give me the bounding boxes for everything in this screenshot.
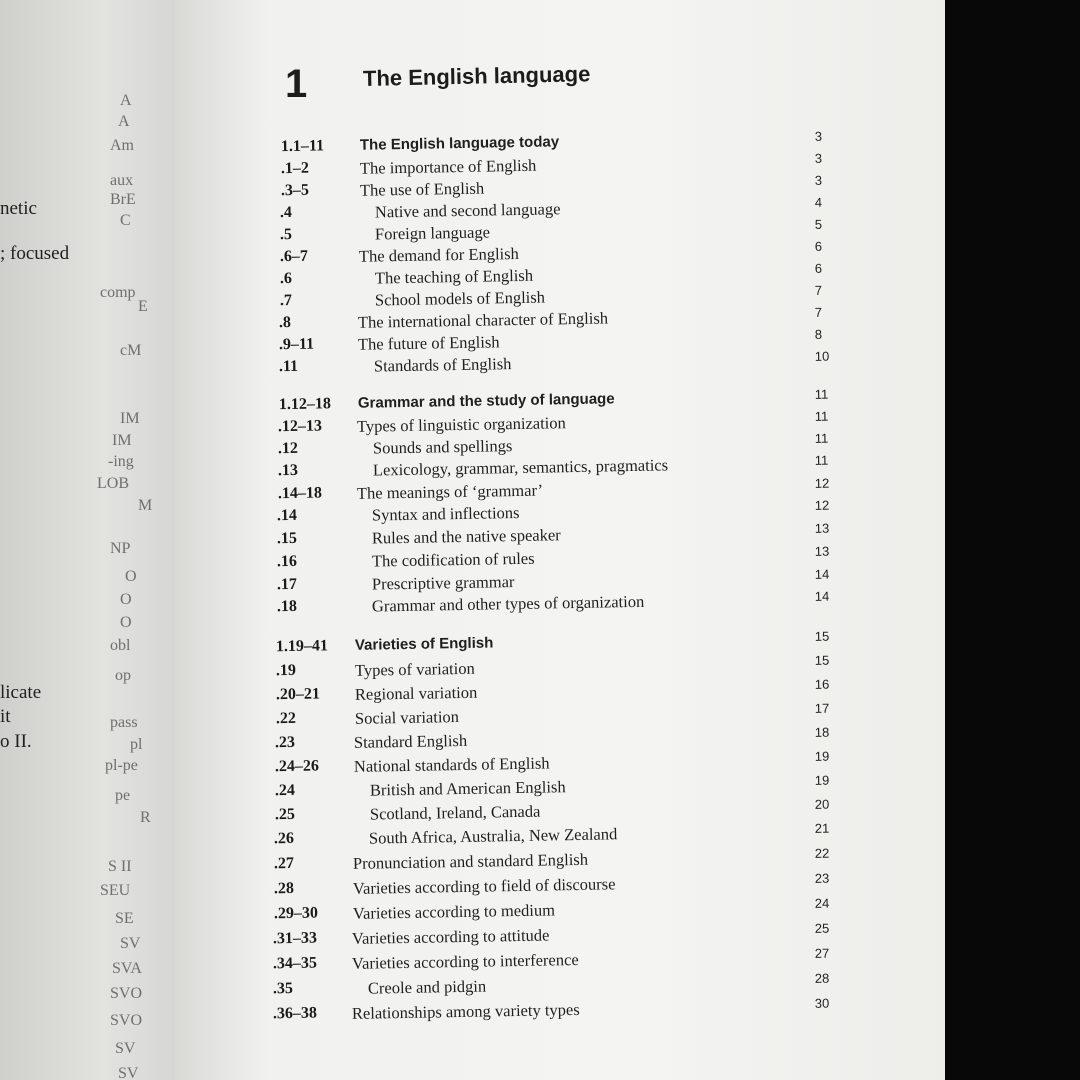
toc-page-number: 7 bbox=[814, 282, 823, 298]
left-page-fragment: Am bbox=[110, 137, 134, 154]
toc-section-number: .9–11 bbox=[278, 335, 315, 354]
toc-page-number: 11 bbox=[814, 430, 829, 446]
toc-section-number: .36–38 bbox=[272, 1004, 318, 1023]
toc-title: Sounds and spellings bbox=[372, 436, 513, 458]
toc-section-number: .4 bbox=[279, 203, 293, 222]
toc-section-number: .31–33 bbox=[272, 929, 318, 948]
toc-section-number: .19 bbox=[275, 661, 297, 680]
toc-title: The English language today bbox=[359, 133, 560, 154]
toc-title: Scotland, Ireland, Canada bbox=[369, 801, 541, 824]
toc-title: Native and second language bbox=[374, 199, 561, 222]
toc-section-number: 1.1–11 bbox=[280, 137, 325, 156]
toc-page-number: 15 bbox=[814, 652, 830, 668]
toc-section-number: .6 bbox=[279, 269, 293, 288]
toc-page-number: 3 bbox=[814, 128, 823, 144]
toc-section-number: .24–26 bbox=[274, 757, 320, 776]
toc-section-number: .14 bbox=[276, 506, 298, 525]
left-page-fragment: A bbox=[120, 92, 132, 109]
toc-page-number: 16 bbox=[814, 676, 830, 692]
toc-title: Regional variation bbox=[354, 682, 478, 704]
toc-page-number: 5 bbox=[814, 216, 823, 232]
left-page-fragment: SVO bbox=[110, 985, 143, 1002]
toc-section-number: .23 bbox=[274, 733, 296, 752]
toc-section-number: .24 bbox=[274, 781, 296, 800]
toc-title: The teaching of English bbox=[374, 265, 534, 288]
left-page-fragment: A bbox=[118, 113, 130, 130]
toc-page-number: 20 bbox=[814, 796, 830, 812]
toc-section-number: .8 bbox=[278, 313, 292, 332]
toc-page-number: 8 bbox=[814, 326, 823, 342]
toc-section-number: .35 bbox=[272, 979, 294, 998]
toc-section-number: 1.19–41 bbox=[275, 637, 329, 656]
chapter-title: The English language bbox=[362, 61, 591, 91]
left-page-fragment: O bbox=[120, 591, 132, 608]
toc-page-number: 22 bbox=[814, 845, 830, 861]
toc-section-number: .22 bbox=[275, 709, 297, 728]
left-page-fragment: SV bbox=[120, 935, 141, 952]
toc-page-number: 6 bbox=[814, 260, 823, 276]
toc-section-number: .17 bbox=[276, 575, 298, 594]
toc-page-number: 6 bbox=[814, 238, 823, 254]
toc-title: Syntax and inflections bbox=[371, 502, 520, 525]
toc-title: The importance of English bbox=[359, 155, 537, 178]
left-page-fragment: SV bbox=[118, 1065, 139, 1080]
left-page-fragment: obl bbox=[110, 637, 131, 654]
toc-page-number: 3 bbox=[814, 172, 823, 188]
toc-page-number: 21 bbox=[814, 820, 830, 836]
toc-page-number: 7 bbox=[814, 304, 823, 320]
left-page-fragment: SEU bbox=[100, 882, 131, 899]
toc-title: Rules and the native speaker bbox=[371, 525, 561, 548]
toc-page-number: 30 bbox=[814, 995, 830, 1011]
toc-section-number: .20–21 bbox=[275, 685, 321, 704]
toc-title: British and American English bbox=[369, 777, 566, 800]
left-page-fragment: pl bbox=[130, 736, 143, 753]
left-page-fragment: SVA bbox=[112, 960, 142, 977]
left-page-fragment: op bbox=[115, 667, 131, 684]
toc-page-number: 15 bbox=[814, 628, 830, 644]
toc-section-number: .27 bbox=[273, 854, 295, 873]
toc-section-number: .26 bbox=[273, 829, 295, 848]
toc-title: Standard English bbox=[353, 730, 468, 752]
left-page-fragment: netic bbox=[0, 198, 37, 219]
toc-title: The future of English bbox=[357, 332, 500, 354]
toc-title: South Africa, Australia, New Zealand bbox=[368, 824, 618, 848]
toc-title: Prescriptive grammar bbox=[371, 572, 515, 594]
left-page-fragment: -ing bbox=[108, 453, 134, 470]
toc-page-number: 10 bbox=[814, 348, 830, 364]
toc-section-number: .34–35 bbox=[272, 954, 318, 973]
toc-title: Varieties of English bbox=[354, 634, 494, 654]
right-page bbox=[175, 0, 945, 1080]
left-page-fragment: cM bbox=[120, 342, 142, 359]
toc-page-number: 18 bbox=[814, 724, 830, 740]
left-page-fragment: IM bbox=[112, 432, 132, 449]
left-page-fragment: BrE bbox=[110, 191, 136, 208]
left-page-fragment: pl-pe bbox=[105, 757, 138, 774]
toc-page-number: 11 bbox=[814, 408, 829, 424]
toc-page-number: 19 bbox=[814, 748, 830, 764]
left-page bbox=[0, 0, 175, 1080]
left-page-fragment: IM bbox=[120, 410, 140, 427]
left-page-fragment: E bbox=[138, 298, 148, 315]
left-page-fragment: SE bbox=[115, 910, 134, 927]
toc-page-number: 17 bbox=[814, 700, 830, 716]
toc-section-number: .5 bbox=[279, 225, 293, 244]
toc-section-number: .28 bbox=[273, 879, 295, 898]
toc-title: Standards of English bbox=[373, 354, 512, 376]
left-page-fragment: SV bbox=[115, 1040, 136, 1057]
toc-section-number: .12–13 bbox=[277, 417, 323, 436]
toc-title: Varieties according to medium bbox=[352, 900, 556, 923]
toc-title: The meanings of ‘grammar’ bbox=[356, 480, 544, 503]
toc-section-number: .7 bbox=[279, 291, 293, 310]
toc-section-number: .25 bbox=[274, 805, 296, 824]
toc-section-number: .11 bbox=[278, 357, 299, 376]
toc-section-number: .1–2 bbox=[280, 159, 310, 178]
left-page-fragment: C bbox=[120, 212, 131, 229]
toc-title: Pronunciation and standard English bbox=[352, 849, 589, 873]
toc-section-number: .15 bbox=[276, 529, 298, 548]
toc-section-number: .18 bbox=[276, 597, 298, 616]
chapter-number: 1 bbox=[285, 62, 308, 106]
left-page-fragment: S II bbox=[108, 858, 132, 875]
toc-page-number: 4 bbox=[814, 194, 823, 210]
left-page-fragment: it bbox=[0, 706, 11, 727]
left-page-fragment: comp bbox=[100, 284, 136, 301]
toc-title: Types of linguistic organization bbox=[356, 413, 566, 436]
left-page-fragment: M bbox=[138, 497, 153, 514]
toc-section-number: .12 bbox=[277, 439, 299, 458]
toc-title: The international character of English bbox=[357, 308, 609, 332]
toc-title: School models of English bbox=[374, 287, 546, 310]
toc-title: Varieties according to field of discourse bbox=[352, 874, 616, 898]
toc-title: Foreign language bbox=[374, 222, 491, 244]
toc-page-number: 11 bbox=[814, 452, 829, 468]
page-gutter bbox=[945, 0, 1080, 1080]
toc-title: Varieties according to attitude bbox=[351, 925, 550, 948]
toc-title: Lexicology, grammar, semantics, pragmatics bbox=[372, 455, 669, 480]
left-page-fragment: o II. bbox=[0, 731, 32, 752]
toc-page-number: 14 bbox=[814, 588, 830, 604]
toc-page-number: 13 bbox=[814, 520, 830, 536]
toc-page-number: 3 bbox=[814, 150, 823, 166]
toc-section-number: .14–18 bbox=[277, 484, 323, 503]
toc-section-number: .6–7 bbox=[279, 247, 309, 266]
toc-section-number: .13 bbox=[277, 461, 299, 480]
left-page-fragment: O bbox=[125, 568, 137, 585]
toc-title: Grammar and other types of organization bbox=[371, 591, 645, 616]
toc-page-number: 28 bbox=[814, 970, 830, 986]
left-page-fragment: pe bbox=[115, 787, 131, 804]
toc-title: Varieties according to interference bbox=[351, 949, 579, 973]
toc-section-number: .29–30 bbox=[273, 904, 319, 923]
toc-page-number: 12 bbox=[814, 497, 830, 513]
toc-section-number: 1.12–18 bbox=[278, 395, 332, 414]
toc-title: Relationships among variety types bbox=[351, 999, 580, 1023]
toc-section-number: .3–5 bbox=[280, 181, 310, 200]
toc-section-number: .16 bbox=[276, 552, 298, 571]
toc-title: Grammar and the study of language bbox=[357, 390, 615, 412]
toc-title: Social variation bbox=[354, 707, 460, 728]
left-page-fragment: SVO bbox=[110, 1012, 143, 1029]
toc-page-number: 12 bbox=[814, 475, 830, 491]
left-page-fragment: O bbox=[120, 614, 132, 631]
left-page-fragment: ; focused bbox=[0, 243, 70, 264]
toc-page-number: 19 bbox=[814, 772, 830, 788]
left-page-fragment: LOB bbox=[97, 475, 129, 492]
toc-title: The codification of rules bbox=[371, 548, 535, 571]
toc-page-number: 11 bbox=[814, 386, 829, 402]
toc-title: National standards of English bbox=[353, 753, 550, 776]
toc-title: Types of variation bbox=[354, 658, 475, 680]
toc-page-number: 25 bbox=[814, 920, 830, 936]
toc-title: The demand for English bbox=[358, 243, 520, 266]
toc-page-number: 27 bbox=[814, 945, 830, 961]
left-page-fragment: pass bbox=[110, 714, 138, 731]
left-page-fragment: R bbox=[140, 809, 151, 826]
left-page-fragment: aux bbox=[110, 172, 134, 189]
toc-title: Creole and pidgin bbox=[367, 976, 487, 998]
toc-title: The use of English bbox=[359, 178, 485, 200]
left-page-fragment: NP bbox=[110, 540, 131, 557]
toc-page-number: 13 bbox=[814, 543, 830, 559]
left-page-fragment: licate bbox=[0, 682, 42, 703]
toc-page-number: 14 bbox=[814, 566, 830, 582]
toc-page-number: 23 bbox=[814, 870, 830, 886]
toc-page-number: 24 bbox=[814, 895, 830, 911]
